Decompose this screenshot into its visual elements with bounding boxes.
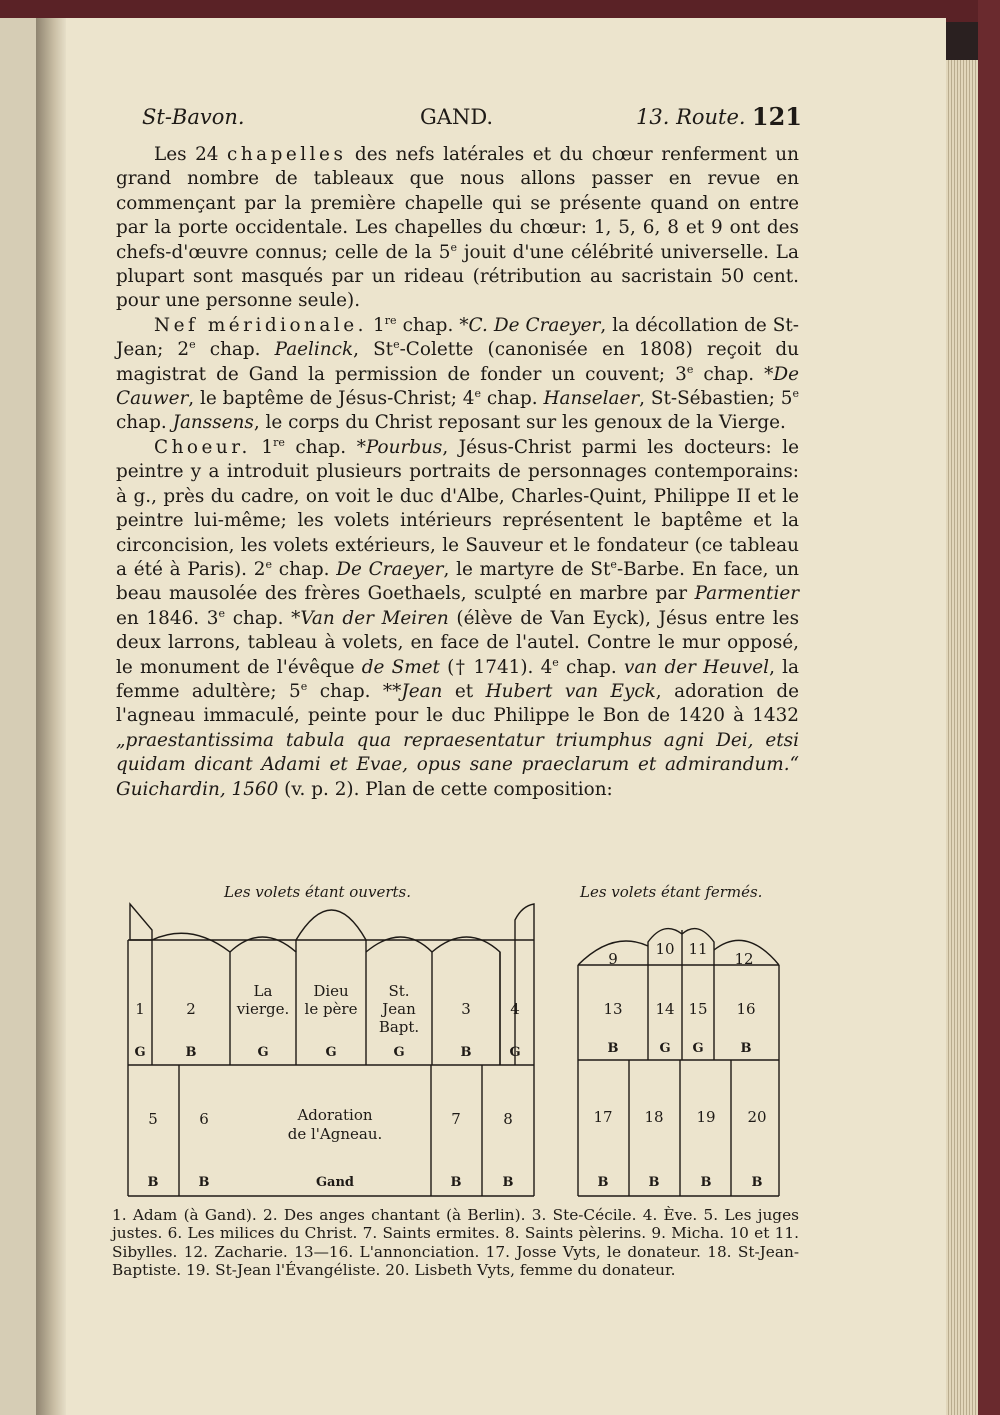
page-number: 121 bbox=[751, 102, 802, 131]
panel-label: St. bbox=[388, 982, 410, 1000]
text-run: († 1741). 4 bbox=[439, 656, 553, 678]
provenance-mark: B bbox=[147, 1175, 159, 1190]
text-run: (v. p. 2). Plan de cette composition: bbox=[278, 778, 613, 800]
altarpiece-plan bbox=[116, 900, 799, 1200]
panel-label: 5 bbox=[148, 1110, 158, 1128]
text-run: chapelles bbox=[227, 144, 347, 165]
panel-label: 4 bbox=[510, 1000, 520, 1018]
text-run: et bbox=[442, 680, 486, 702]
page-edges bbox=[946, 60, 978, 1415]
provenance-mark: G bbox=[659, 1041, 671, 1056]
text-run: chap. * bbox=[225, 607, 301, 629]
italic-run: Janssens bbox=[172, 412, 254, 434]
text-run: , le corps du Christ reposant sur les genoux de la Vierge. bbox=[253, 412, 786, 434]
text-run: (élève de Van Eyck), Jésus entre les deux larrons, tableau à volets, en face de l'autel. Contre le mur opposé, le monument de l'évêque bbox=[116, 607, 800, 678]
text-run: , Jésus-Christ parmi les docteurs: le peintre y a introduit plusieurs portraits de personnages contemporains: à g., près du cadre, on voit le duc d'Albe, Charles-Quint, Philippe II et le peintre lui-même; les volets intérieurs représentent le baptême et la circoncision, les volets extérieurs, le Sauveur et le fondateur (ce tableau a été à Paris). 2 bbox=[116, 436, 800, 580]
panel-label: Jean bbox=[382, 1000, 416, 1018]
superscript: e bbox=[474, 387, 481, 401]
panel-label: 7 bbox=[451, 1110, 461, 1128]
italic-run: De Craeyer bbox=[336, 558, 444, 580]
italic-run: Pourbus bbox=[365, 436, 443, 458]
superscript: re bbox=[273, 435, 285, 449]
italic-run: Jean bbox=[401, 680, 443, 702]
provenance-mark: G bbox=[393, 1045, 405, 1060]
caption-closed: Les volets étant fermés. bbox=[580, 883, 763, 901]
provenance-mark: B bbox=[700, 1175, 712, 1190]
superscript: e bbox=[686, 362, 694, 376]
panel-label: 13 bbox=[603, 1000, 623, 1018]
provenance-mark: B bbox=[198, 1175, 210, 1190]
panel-label: Adoration bbox=[297, 1106, 373, 1124]
text-run: 1 bbox=[366, 314, 385, 336]
provenance-mark: G bbox=[257, 1045, 269, 1060]
panel-label: 1 bbox=[135, 1000, 145, 1018]
superscript: e bbox=[189, 338, 196, 352]
superscript: e bbox=[265, 557, 273, 571]
text-run: des nefs latérales et du chœur renferment un grand nombre de tableaux que nous allons passer en revue en commençant par la première chapelle qui se présente quand on entre par la porte occidentale. Les chapelles du chœur: 1, 5, 6, 8 et 9 ont des chefs-d'œuvre connus; celle de la 5 bbox=[116, 144, 799, 263]
panel-label: Bapt. bbox=[378, 1018, 420, 1036]
text-run: chap. ** bbox=[307, 680, 402, 702]
provenance-mark: B bbox=[751, 1175, 763, 1190]
header-section: St-Bavon. bbox=[142, 105, 245, 129]
panel-label: 12 bbox=[734, 950, 754, 968]
text-run: -Barbe. En face, un beau mausolée des frères Goethaels, sculpté en marbre par bbox=[116, 558, 799, 605]
caption-open: Les volets étant ouverts. bbox=[224, 883, 411, 901]
italic-run: Hubert van Eyck bbox=[485, 680, 656, 702]
panel-label: Dieu bbox=[313, 982, 349, 1000]
superscript: e bbox=[218, 606, 225, 620]
panel-label: 10 bbox=[655, 940, 675, 958]
text-run: , le martyre de St bbox=[443, 558, 611, 580]
provenance-mark: B bbox=[648, 1175, 660, 1190]
panel-label: 17 bbox=[593, 1108, 613, 1126]
plan-legend: 1. Adam (à Gand). 2. Des anges chantant (à Berlin). 3. Ste-Cécile. 4. Ève. 5. Les juges justes. 6. Les milices du Christ. 7. Saints ermites. 8. Saints pèlerins. 9. Micha. 10 et 11. Sibylles. 12. Zacharie. 13—16. L'annonciation. 17. Josse Vyts, le donateur. 18. St-Jean-Baptiste. 19. St-Jean l'Évangéliste. 20. Lisbeth Vyts, femme du donateur. bbox=[112, 1206, 799, 1279]
panel-label: 3 bbox=[461, 1000, 471, 1018]
provenance-mark: B bbox=[740, 1041, 752, 1056]
text-run: chap. bbox=[481, 388, 544, 410]
italic-run: Parmentier bbox=[694, 583, 799, 605]
superscript: e bbox=[792, 387, 799, 401]
text-run: chap. * bbox=[396, 314, 469, 336]
paragraph bbox=[116, 436, 799, 802]
superscript: e bbox=[552, 655, 559, 669]
text-run: , la femme adultère; 5 bbox=[116, 656, 799, 702]
text-run: 1 bbox=[250, 436, 274, 458]
provenance-mark: B bbox=[607, 1041, 619, 1056]
text-run: , la décollation de St-Jean; 2 bbox=[116, 314, 799, 361]
text-run: , le baptême de Jésus-Christ; 4 bbox=[188, 388, 475, 410]
provenance-mark: B bbox=[450, 1175, 462, 1190]
text-run: -Colette (canonisée en 1808) reçoit du magistrat de Gand la permission de fonder un couvent; 3 bbox=[116, 339, 800, 385]
panel-label: 6 bbox=[199, 1110, 209, 1128]
superscript: e bbox=[300, 679, 308, 693]
panel-label: le père bbox=[304, 1000, 358, 1018]
provenance-mark: Gand bbox=[315, 1175, 355, 1190]
provenance-mark: G bbox=[509, 1045, 521, 1060]
provenance-mark: G bbox=[325, 1045, 337, 1060]
text-run: , St bbox=[353, 339, 394, 361]
text-run: Nef méridionale. bbox=[154, 314, 367, 336]
text-run: chap. bbox=[116, 412, 173, 434]
italic-run: Hanselaer bbox=[543, 388, 640, 410]
paragraph bbox=[116, 143, 799, 314]
text-run: jouit d'une célébrité universelle. La plupart sont masqués par un rideau (rétribution au sacristain 50 cent. pour une personne seule). bbox=[116, 241, 799, 312]
provenance-mark: G bbox=[134, 1045, 146, 1060]
running-header bbox=[142, 102, 802, 135]
body-text bbox=[116, 143, 799, 802]
panel-label: La bbox=[253, 982, 273, 1000]
text-run: chap. * bbox=[693, 363, 774, 385]
text-run: chap. * bbox=[284, 436, 366, 458]
book-gutter bbox=[36, 18, 66, 1415]
provenance-mark: B bbox=[502, 1175, 514, 1190]
italic-run: van der Heuvel bbox=[624, 656, 770, 678]
paragraph bbox=[116, 314, 799, 436]
text-run: , adoration de l'agneau immaculé, peinte pour le duc Philippe le Bon de 1420 à 1432 bbox=[116, 680, 799, 727]
provenance-mark: B bbox=[185, 1045, 197, 1060]
panel-label: 16 bbox=[736, 1000, 756, 1018]
panel-label: 15 bbox=[688, 1000, 708, 1018]
panel-label: 19 bbox=[696, 1108, 716, 1126]
superscript: re bbox=[384, 313, 397, 327]
text-run: chap. bbox=[272, 558, 337, 580]
panel-label: 18 bbox=[644, 1108, 664, 1126]
superscript: e bbox=[393, 338, 400, 352]
left-page-edge bbox=[0, 18, 36, 1415]
panel-label: 9 bbox=[608, 950, 618, 968]
panel-label: 20 bbox=[747, 1108, 767, 1126]
text-run: chap. bbox=[558, 656, 625, 678]
header-route: 13. Route. bbox=[636, 105, 746, 129]
italic-run: C. De Craeyer bbox=[468, 314, 601, 336]
superscript: e bbox=[450, 240, 457, 254]
provenance-mark: B bbox=[460, 1045, 472, 1060]
panel-label: vierge. bbox=[236, 1000, 290, 1018]
provenance-mark: B bbox=[597, 1175, 609, 1190]
panel-label: 14 bbox=[655, 1000, 675, 1018]
header-city: GAND. bbox=[420, 105, 494, 129]
italic-run: „praestantissima tabula qua repraesentatur triumphus agni Dei, etsi quidam dicant Adami et Evae, opus sane praeclarum et admirandum.“ Guichardin, 1560 bbox=[116, 729, 799, 800]
italic-run: Paelinck bbox=[274, 339, 354, 361]
panel-label: 11 bbox=[688, 940, 708, 958]
text-run: Choeur. bbox=[154, 436, 251, 458]
italic-run: De Cauwer bbox=[116, 363, 799, 410]
panel-label: de l'Agneau. bbox=[287, 1125, 383, 1143]
panel-label: 8 bbox=[503, 1110, 513, 1128]
text-run: en 1846. 3 bbox=[116, 607, 219, 629]
italic-run: Van der Meiren bbox=[300, 607, 449, 629]
text-run: Les 24 bbox=[154, 144, 228, 165]
provenance-mark: G bbox=[692, 1041, 704, 1056]
text-run: chap. bbox=[195, 339, 275, 361]
superscript: e bbox=[610, 557, 617, 571]
book-cover-right bbox=[978, 0, 1000, 1415]
italic-run: de Smet bbox=[361, 656, 440, 678]
panel-label: 2 bbox=[186, 1000, 196, 1018]
text-run: , St-Sébastien; 5 bbox=[639, 388, 793, 410]
